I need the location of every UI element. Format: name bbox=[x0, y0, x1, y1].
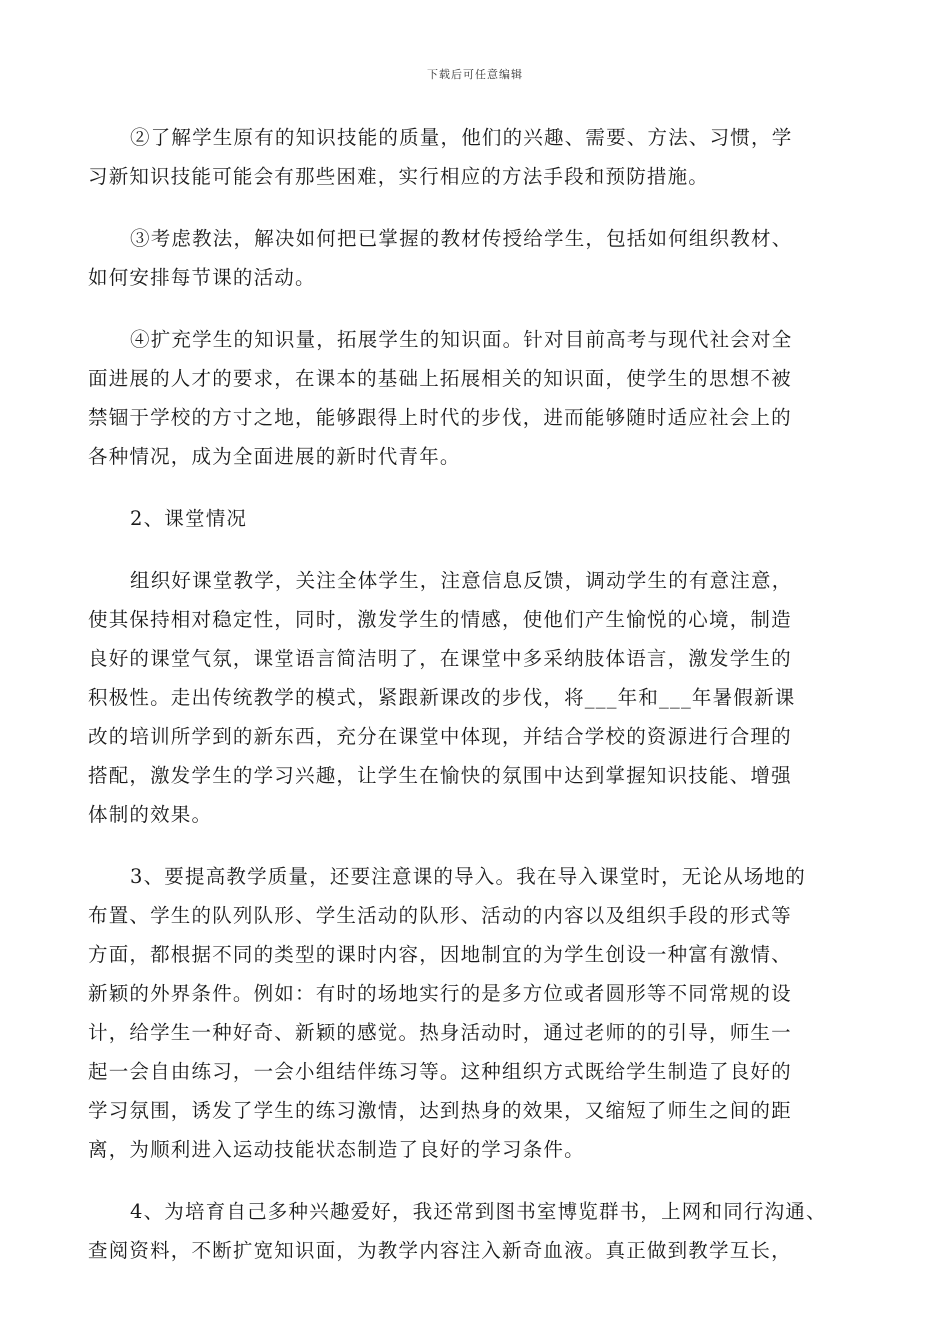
text-line: 计，给学生一种好奇、新颖的感觉。热身活动时，通过老师的的引导，师生一 bbox=[88, 1021, 792, 1044]
paragraph-teaching-method bbox=[88, 219, 858, 297]
text-line: 布置、学生的队列队形、学生活动的队形、活动的内容以及组织手段的形式等 bbox=[88, 904, 792, 927]
text-line: 查阅资料，不断扩宽知识面，为教学内容注入新奇血液。真正做到教学互长， bbox=[88, 1239, 792, 1262]
document-body bbox=[88, 118, 858, 1270]
text-line: 积极性。走出传统教学的模式，紧跟新课改的步伐，将___年和___年暑假新课 bbox=[88, 686, 796, 709]
text-line: 起一会自由练习，一会小组结伴练习等。这种组织方式既给学生制造了良好的 bbox=[88, 1060, 792, 1083]
text-line: 如何安排每节课的活动。 bbox=[88, 266, 316, 289]
text-line: 改的培训所学到的新东西，充分在课堂中体现，并结合学校的资源进行合理的 bbox=[88, 725, 792, 748]
text-line: 2、课堂情况 bbox=[130, 507, 248, 530]
text-line: ④扩充学生的知识量，拓展学生的知识面。针对目前高考与现代社会对全 bbox=[130, 328, 793, 351]
text-line: 组织好课堂教学，关注全体学生，注意信息反馈，调动学生的有意注意， bbox=[130, 569, 793, 592]
paragraph-classroom-teaching bbox=[88, 561, 858, 834]
text-line: 搭配，激发学生的学习兴趣，让学生在愉快的氛围中达到掌握知识技能、增强 bbox=[88, 764, 792, 787]
paragraph-expand-knowledge bbox=[88, 320, 858, 476]
text-line: 面进展的人才的要求，在课本的基础上拓展相关的知识面，使学生的思想不被 bbox=[88, 367, 792, 390]
text-line: ②了解学生原有的知识技能的质量，他们的兴趣、需要、方法、习惯，学 bbox=[130, 126, 793, 149]
paragraph-lesson-introduction bbox=[88, 857, 858, 1169]
text-line: 体制的效果。 bbox=[88, 803, 213, 826]
text-line: ③考虑教法，解决如何把已掌握的教材传授给学生，包括如何组织教材、 bbox=[130, 227, 793, 250]
text-line: 学习氛围，诱发了学生的练习激情，达到热身的效果，又缩短了师生之间的距 bbox=[88, 1099, 792, 1122]
text-line: 良好的课堂气氛，课堂语言简洁明了，在课堂中多采纳肢体语言，激发学生的 bbox=[88, 647, 792, 670]
text-line: 方面，都根据不同的类型的课时内容，因地制宜的为学生创设一种富有激情、 bbox=[88, 943, 792, 966]
text-line: 各种情况，成为全面进展的新时代青年。 bbox=[88, 445, 461, 468]
section-heading-classroom bbox=[88, 499, 858, 538]
text-line: 4、为培育自己多种兴趣爱好，我还常到图书室博览群书，上网和同行沟通、 bbox=[130, 1200, 827, 1223]
text-line: 禁锢于学校的方寸之地，能够跟得上时代的步伐，进而能够随时适应社会上的 bbox=[88, 406, 792, 429]
page-header: 下载后可任意编辑 bbox=[427, 68, 523, 81]
text-line: 使其保持相对稳定性，同时，激发学生的情感，使他们产生愉悦的心境，制造 bbox=[88, 608, 792, 631]
text-line: 新颖的外界条件。例如：有时的场地实行的是多方位或者圆形等不同常规的设 bbox=[88, 982, 792, 1005]
text-line: 习新知识技能可能会有那些困难，实行相应的方法手段和预防措施。 bbox=[88, 165, 710, 188]
paragraph-understand-students bbox=[88, 118, 858, 196]
paragraph-self-development bbox=[88, 1192, 858, 1270]
text-line: 3、要提高教学质量，还要注意课的导入。我在导入课堂时，无论从场地的 bbox=[130, 865, 807, 888]
text-line: 离，为顺利进入运动技能状态制造了良好的学习条件。 bbox=[88, 1138, 585, 1161]
